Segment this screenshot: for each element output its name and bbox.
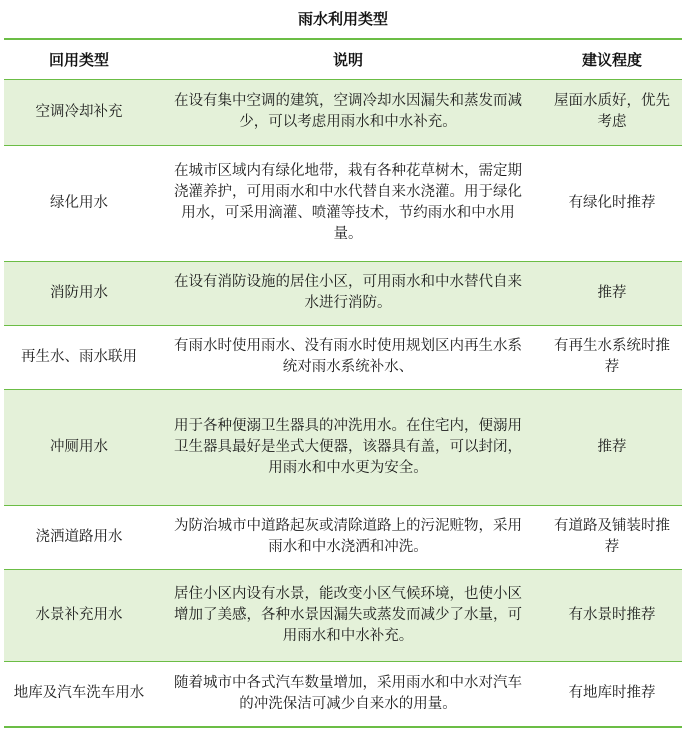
table-row bbox=[4, 145, 682, 261]
cell-description: 用于各种便溺卫生器具的冲洗用水。在住宅内，便溺用卫生器具最好是坐式大便器，该器具有盖，可以封闭，用雨水和中水更为安全。 bbox=[154, 389, 542, 505]
table-row bbox=[4, 505, 682, 569]
cell-type: 再生水、雨水联用 bbox=[4, 325, 154, 389]
table-row bbox=[4, 389, 682, 505]
cell-type: 水景补充用水 bbox=[4, 569, 154, 661]
cell-description: 为防治城市中道路起灰或清除道路上的污泥赃物，采用雨水和中水浇洒和冲洗。 bbox=[154, 505, 542, 569]
cell-type: 浇洒道路用水 bbox=[4, 505, 154, 569]
cell-recommendation: 有水景时推荐 bbox=[542, 569, 682, 661]
cell-description: 随着城市中各式汽车数量增加，采用雨水和中水对汽车的冲洗保洁可减少自来水的用量。 bbox=[154, 661, 542, 727]
cell-type: 地库及汽车洗车用水 bbox=[4, 661, 154, 727]
cell-description: 居住小区内设有水景，能改变小区气候环境，也使小区增加了美感，各种水景因漏失或蒸发而减少了水量，可用雨水和中水补充。 bbox=[154, 569, 542, 661]
cell-description: 在设有消防设施的居住小区，可用雨水和中水替代自来水进行消防。 bbox=[154, 261, 542, 325]
header-type: 回用类型 bbox=[4, 39, 154, 79]
header-recommendation: 建议程度 bbox=[542, 39, 682, 79]
cell-description: 在设有集中空调的建筑，空调冷却水因漏失和蒸发而减少，可以考虑用雨水和中水补充。 bbox=[154, 79, 542, 145]
cell-recommendation: 推荐 bbox=[542, 261, 682, 325]
cell-recommendation: 推荐 bbox=[542, 389, 682, 505]
cell-type: 空调冷却补充 bbox=[4, 79, 154, 145]
cell-recommendation: 有道路及铺装时推荐 bbox=[542, 505, 682, 569]
cell-recommendation: 有地库时推荐 bbox=[542, 661, 682, 727]
rainwater-use-table bbox=[4, 38, 682, 728]
table-row bbox=[4, 569, 682, 661]
cell-recommendation: 屋面水质好，优先考虑 bbox=[542, 79, 682, 145]
table-title: 雨水利用类型 bbox=[297, 10, 388, 28]
header-row bbox=[4, 39, 682, 79]
header-description: 说明 bbox=[154, 39, 542, 79]
table-row bbox=[4, 661, 682, 727]
cell-type: 绿化用水 bbox=[4, 145, 154, 261]
cell-description: 在城市区域内有绿化地带，栽有各种花草树木，需定期浇灌养护，可用雨水和中水代替自来水浇灌。用于绿化用水，可采用滴灌、喷灌等技术，节约雨水和中水用量。 bbox=[154, 145, 542, 261]
table-row bbox=[4, 325, 682, 389]
cell-description: 有雨水时使用雨水、没有雨水时使用规划区内再生水系统对雨水系统补水、 bbox=[154, 325, 542, 389]
cell-type: 消防用水 bbox=[4, 261, 154, 325]
cell-recommendation: 有再生水系统时推荐 bbox=[542, 325, 682, 389]
cell-recommendation: 有绿化时推荐 bbox=[542, 145, 682, 261]
cell-type: 冲厕用水 bbox=[4, 389, 154, 505]
table-row bbox=[4, 261, 682, 325]
table-row bbox=[4, 79, 682, 145]
